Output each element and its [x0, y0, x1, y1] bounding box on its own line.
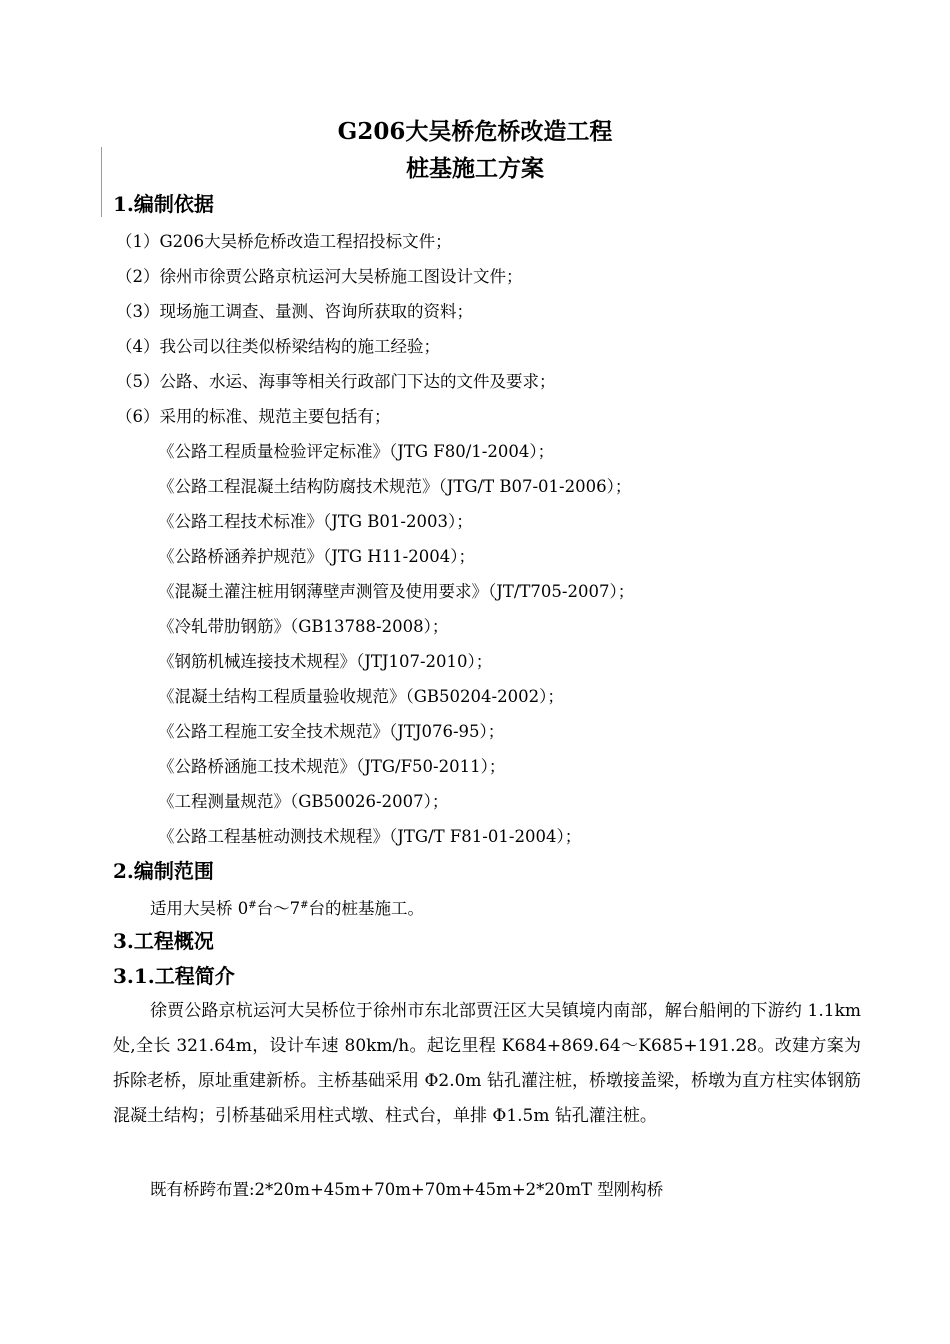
scope-superscript: # — [300, 900, 309, 911]
document-subtitle: 桩基施工方案 — [406, 155, 544, 182]
standard-item: 《工程测量规范》（GB50026-2007）； — [158, 792, 449, 811]
basis-item: （3）现场施工调查、量测、咨询所获取的资料； — [116, 302, 473, 321]
basis-item: （4）我公司以往类似桥梁结构的施工经验； — [116, 337, 440, 356]
section-heading-basis: 1.编制依据 — [113, 192, 214, 216]
scope-superscript: # — [248, 900, 257, 911]
standard-item: 《公路工程基桩动测技术规程》（JTG/T F81-01-2004）； — [158, 827, 582, 846]
scope-text-part: 适用大吴桥 0 — [150, 899, 249, 918]
standard-item: 《公路桥涵施工技术规范》（JTG/F50-2011）； — [158, 757, 506, 776]
section-heading-overview: 3.工程概况 — [113, 929, 214, 953]
section-heading-scope: 2.编制范围 — [113, 859, 214, 883]
subsection-heading-intro: 3.1.工程简介 — [113, 964, 235, 988]
basis-item: （1）G206大吴桥危桥改造工程招投标文件； — [116, 232, 452, 251]
basis-item: （2）徐州市徐贾公路京杭运河大吴桥施工图设计文件； — [116, 267, 523, 286]
scope-text-part: 台的桩基施工。 — [308, 899, 425, 918]
standard-item: 《钢筋机械连接技术规程》（JTJ107-2010）； — [158, 652, 493, 671]
scope-text-part: 台～7 — [256, 899, 301, 918]
basis-item: （6）采用的标准、规范主要包括有； — [116, 407, 391, 426]
standard-item: 《混凝土灌注桩用钢薄壁声测管及使用要求》（JT/T705-2007）； — [158, 582, 635, 601]
standard-item: 《冷轧带肋钢筋》（GB13788-2008）； — [158, 617, 449, 636]
span-layout-text: 既有桥跨布置:2*20m+45m+70m+70m+45m+2*20mT 型刚构桥 — [150, 1180, 664, 1199]
standard-item: 《混凝土结构工程质量验收规范》（GB50204-2002）； — [158, 687, 564, 706]
basis-item: （5）公路、水运、海事等相关行政部门下达的文件及要求； — [116, 372, 556, 391]
standard-item: 《公路工程质量检验评定标准》（JTG F80/1-2004）； — [158, 442, 555, 461]
scope-text — [150, 897, 424, 921]
standard-item: 《公路工程技术标准》（JTG B01-2003）； — [158, 512, 473, 531]
document-title: G206大吴桥危桥改造工程 — [337, 118, 613, 145]
standard-item: 《公路桥涵养护规范》（JTG H11-2004）； — [158, 547, 475, 566]
intro-paragraph: 徐贾公路京杭运河大吴桥位于徐州市东北部贾汪区大吴镇境内南部，解台船闸的下游约 1.1km 处,全长 321.64m，设计车速 80km/h。起讫里程 K684+869.64～K685+191.28。改建方案为拆除老桥，原址重建新桥。主桥基础采用 Φ2.0m 钻孔灌注桩，桥墩接盖梁，桥墩为直方柱实体钢筋混凝土结构；引桥基础采用柱式墩、柱式台，单排 Φ1.5m 钻孔灌注桩。 — [113, 1001, 861, 1126]
standard-item: 《公路工程混凝土结构防腐技术规范》（JTG/T B07-01-2006）； — [158, 477, 632, 496]
standard-item: 《公路工程施工安全技术规范》（JTJ076-95）； — [158, 722, 505, 741]
